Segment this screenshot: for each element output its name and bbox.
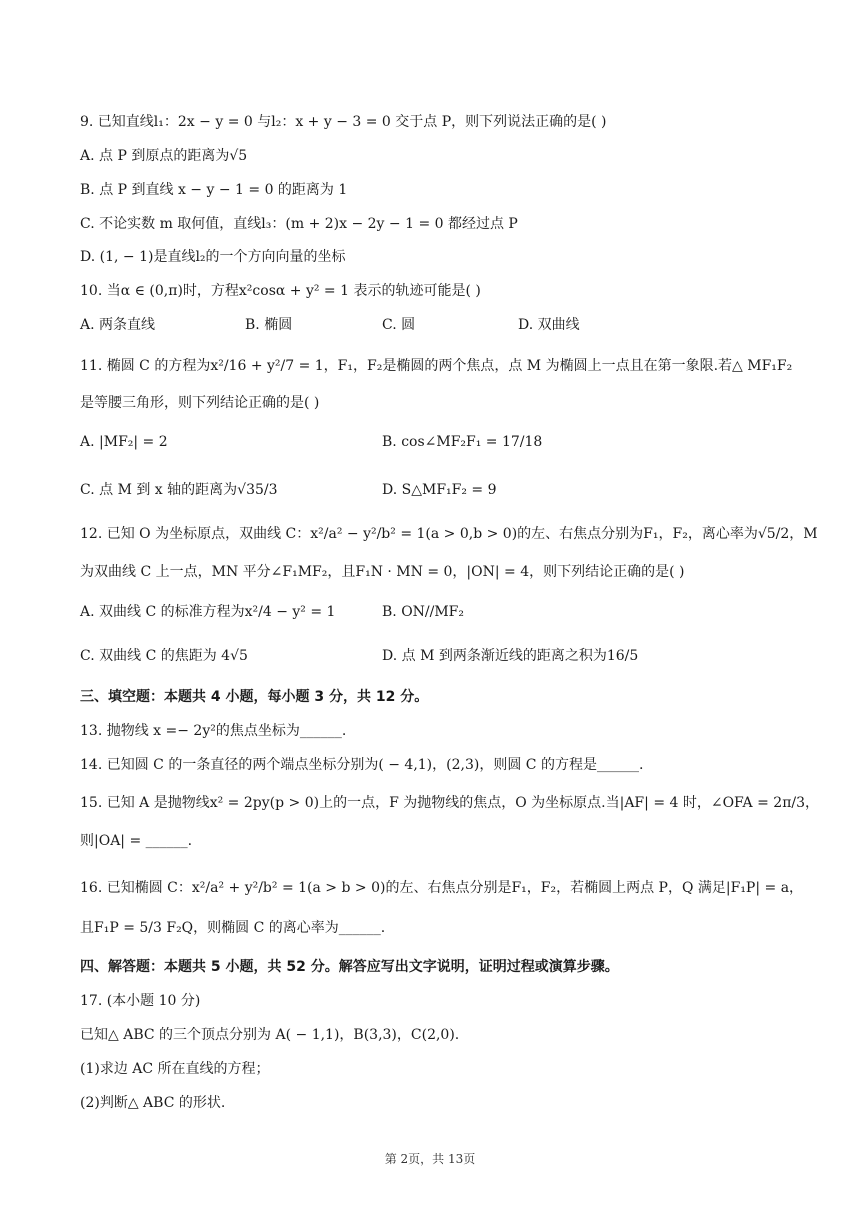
q9-option-b: B. 点 P 到直线 x − y − 1 = 0 的距离为 1 [80, 182, 348, 198]
section-4-heading: 四、解答题：本题共 5 小题，共 52 分。解答应写出文字说明，证明过程或演算步骤。 [80, 959, 619, 975]
q11-option-c: C. 点 M 到 x 轴的距离为√35/3 [80, 482, 278, 498]
q17-part2: (2)判断△ ABC 的形状. [80, 1095, 226, 1111]
q10-option-a: A. 两条直线 [80, 317, 156, 333]
q12-stem-line2: 为双曲线 C 上一点，MN 平分∠F₁MF₂，且F₁N · MN = 0，|ON| = 4，则下列结论正确的是( ) [80, 564, 685, 580]
q11-option-a: A. |MF₂| = 2 [80, 434, 168, 450]
q16-line1: 16. 已知椭圆 C：x²/a² + y²/b² = 1(a > b > 0)的左、右焦点分别是F₁，F₂，若椭圆上两点 P，Q 满足|F₁P| = a， [80, 880, 804, 896]
q17-part1: (1)求边 AC 所在直线的方程； [80, 1061, 270, 1077]
q14: 14. 已知圆 C 的一条直径的两个端点坐标分别为( − 4,1)，(2,3)，则圆 C 的方程是______. [80, 757, 644, 773]
q9-option-a: A. 点 P 到原点的距离为√5 [80, 148, 248, 164]
section-3-heading: 三、填空题：本题共 4 小题，每小题 3 分，共 12 分。 [80, 689, 429, 705]
q11-option-b: B. cos∠MF₂F₁ = 17/18 [382, 434, 543, 450]
q9-stem: 9. 已知直线l₁：2x − y = 0 与l₂：x + y − 3 = 0 交于点 P，则下列说法正确的是( ) [80, 114, 607, 130]
q12-option-a: A. 双曲线 C 的标准方程为x²/4 − y² = 1 [80, 604, 336, 620]
q10-stem: 10. 当α ∈ (0,π)时，方程x²cosα + y² = 1 表示的轨迹可能是( ) [80, 283, 481, 299]
q9-option-c: C. 不论实数 m 取何值，直线l₃：(m + 2)x − 2y − 1 = 0 都经过点 P [80, 216, 518, 232]
page-footer: 第 2页，共 13页 [384, 1152, 476, 1166]
q11-stem-line1: 11. 椭圆 C 的方程为x²/16 + y²/7 = 1，F₁，F₂是椭圆的两个焦点，点 M 为椭圆上一点且在第一象限.若△ MF₁F₂ [80, 358, 793, 374]
q10-option-c: C. 圆 [382, 317, 416, 333]
q16-line2: 且F₁P = 5/3 F₂Q，则椭圆 C 的离心率为______. [80, 920, 386, 936]
q11-option-d: D. S△MF₁F₂ = 9 [382, 482, 497, 498]
q12-option-d: D. 点 M 到两条渐近线的距离之积为16/5 [382, 648, 639, 664]
q17-title: 17. (本小题 10 分) [80, 993, 201, 1009]
q13: 13. 抛物线 x =− 2y²的焦点坐标为______. [80, 723, 347, 739]
q15-line2: 则|OA| = ______. [80, 833, 193, 849]
q15-line1: 15. 已知 A 是抛物线x² = 2py(p > 0)上的一点，F 为抛物线的焦点，O 为坐标原点.当|AF| = 4 时，∠OFA = 2π/3， [80, 795, 820, 811]
q10-option-d: D. 双曲线 [518, 317, 580, 333]
q17-stem: 已知△ ABC 的三个顶点分别为 A( − 1,1)，B(3,3)，C(2,0). [80, 1027, 460, 1043]
q9-option-d: D. (1, − 1)是直线l₂的一个方向向量的坐标 [80, 249, 346, 265]
q12-option-c: C. 双曲线 C 的焦距为 4√5 [80, 648, 248, 664]
q10-option-b: B. 椭圆 [245, 317, 293, 333]
q12-option-b: B. ON//MF₂ [382, 604, 465, 620]
q12-stem-line1: 12. 已知 O 为坐标原点，双曲线 C：x²/a² − y²/b² = 1(a > 0,b > 0)的左、右焦点分别为F₁，F₂，离心率为√5/2，M [80, 526, 818, 542]
q11-stem-line2: 是等腰三角形，则下列结论正确的是( ) [80, 395, 320, 411]
